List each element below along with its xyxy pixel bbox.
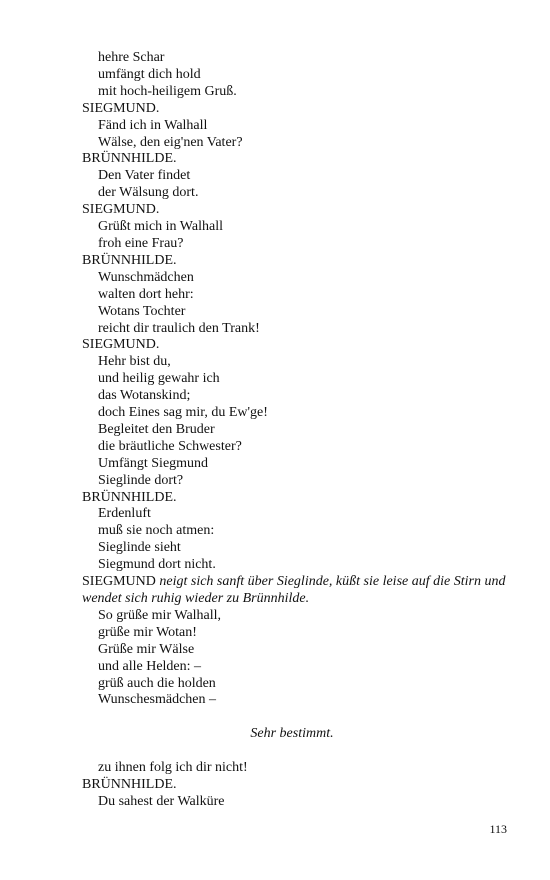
verse-line: froh eine Frau? xyxy=(98,235,184,251)
verse-line: hehre Schar xyxy=(98,50,165,65)
speaker-name: BRÜNNHILDE. xyxy=(82,151,177,167)
verse-line: Wotans Tochter xyxy=(98,303,186,319)
verse-line: und heilig gewahr ich xyxy=(98,371,220,387)
verse-line: Grüßt mich in Walhall xyxy=(98,219,223,235)
verse-line: Wunschmädchen xyxy=(98,269,194,285)
verse-line: walten dort hehr: xyxy=(98,286,194,302)
verse-line: Sieglinde sieht xyxy=(98,540,181,556)
verse-line: der Wälsung dort. xyxy=(98,185,199,201)
verse-line: und alle Helden: – xyxy=(98,658,202,674)
verse-line: So grüße mir Walhall, xyxy=(98,607,222,623)
speaker-name: SIEGMUND. xyxy=(82,100,160,116)
libretto-text xyxy=(82,50,512,811)
speaker-name: BRÜNNHILDE. xyxy=(82,252,177,268)
verse-line: umfängt dich hold xyxy=(98,66,201,82)
speaker-with-direction xyxy=(82,574,510,608)
verse-line: Du sahest der Walküre xyxy=(98,793,225,809)
verse-line: Wunschesmädchen – xyxy=(98,692,217,708)
verse-line: grüß auch die holden xyxy=(98,675,216,691)
verse-line: Hehr bist du, xyxy=(98,354,171,370)
speaker-name: BRÜNNHILDE. xyxy=(82,489,177,505)
page-number: 113 xyxy=(489,822,507,836)
verse-line: die bräutliche Schwester? xyxy=(98,438,242,454)
speaker-name: SIEGMUND xyxy=(82,574,156,590)
verse-line: Sieglinde dort? xyxy=(98,472,184,488)
verse-line: muß sie noch atmen: xyxy=(98,523,215,539)
verse-line: grüße mir Wotan! xyxy=(98,624,197,640)
verse-line: reicht dir traulich den Trank! xyxy=(98,320,260,336)
verse-line: Grüße mir Wälse xyxy=(98,641,195,657)
verse-line: Umfängt Siegmund xyxy=(98,455,209,471)
verse-line: das Wotanskind; xyxy=(98,388,191,404)
verse-line: Wälse, den eig'nen Vater? xyxy=(98,134,243,150)
verse-line: doch Eines sag mir, du Ew'ge! xyxy=(98,405,268,421)
speaker-name: SIEGMUND. xyxy=(82,202,160,218)
verse-line: Erdenluft xyxy=(98,506,151,522)
verse-line: Den Vater findet xyxy=(98,168,191,184)
verse-line: Fänd ich in Walhall xyxy=(98,117,208,133)
verse-line: Siegmund dort nicht. xyxy=(98,557,216,573)
speaker-name: SIEGMUND. xyxy=(82,337,160,353)
verse-line: zu ihnen folg ich dir nicht! xyxy=(98,760,248,776)
blank-line xyxy=(82,743,512,760)
stage-direction: neigt sich sanft über Sieglinde, küßt sie leise auf die Stirn und wendet sich ruhig wieder zu Brünnhilde. xyxy=(82,574,506,606)
verse-line: Begleitet den Bruder xyxy=(98,421,215,437)
verse-line: mit hoch-heiligem Gruß. xyxy=(98,83,237,99)
blank-line xyxy=(82,709,512,726)
stage-direction: Sehr bestimmt. xyxy=(250,726,334,742)
speaker-name: BRÜNNHILDE. xyxy=(82,776,177,792)
